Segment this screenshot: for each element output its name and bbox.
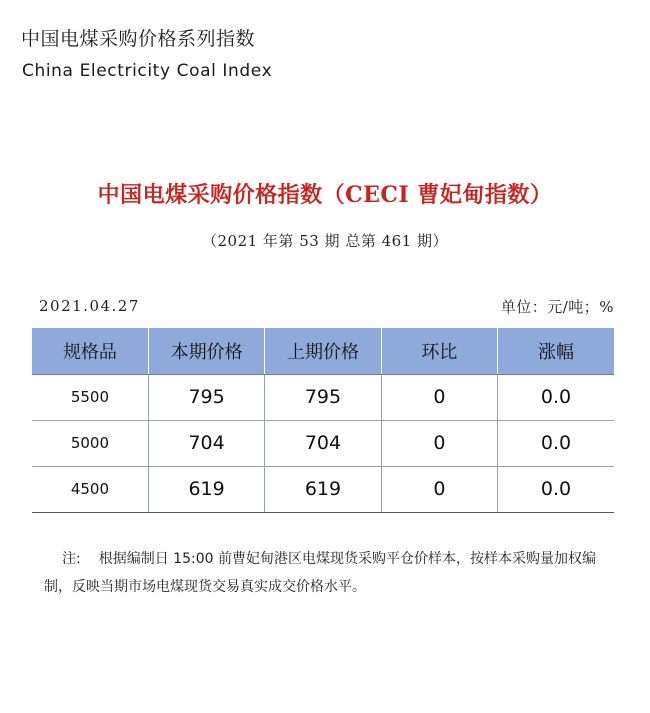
footnote [44,545,619,601]
table-header-row [32,328,614,374]
table-row [32,420,614,466]
unit-label: 单位：元/吨；% [500,298,614,316]
footnote-label: 注: [62,551,81,567]
cell-mom: 0 [381,466,497,512]
column-header-spec: 规格品 [32,328,148,374]
column-header-previous-price: 上期价格 [265,328,381,374]
cell-mom: 0 [381,374,497,420]
report-date: 2021.04.27 [39,297,140,315]
cell-current-price: 619 [148,466,264,512]
cell-mom: 0 [381,420,497,466]
report-subtitle: （2021 年第 53 期 总第 461 期） [201,232,448,250]
cell-previous-price: 619 [265,466,381,512]
cell-spec: 4500 [32,466,148,512]
cell-spec: 5000 [32,420,148,466]
column-header-mom: 环比 [381,328,497,374]
cell-previous-price: 704 [265,420,381,466]
cell-previous-price: 795 [265,374,381,420]
cell-spec: 5500 [32,374,148,420]
report-title: 中国电煤采购价格指数（CECI 曹妃甸指数） [97,182,553,208]
cell-change: 0.0 [498,420,614,466]
cell-change: 0.0 [498,466,614,512]
column-header-current-price: 本期价格 [148,328,264,374]
footnote-text: 根据编制日 15:00 前曹妃甸港区电煤现货采购平仓价样本，按样本采购量加权编制，反映当期市场电煤现货交易真实成交价格水平。 [44,551,596,595]
table-row [32,374,614,420]
cell-current-price: 795 [148,374,264,420]
header-cn-title: 中国电煤采购价格系列指数 [21,28,256,50]
column-header-change: 涨幅 [498,328,614,374]
cell-current-price: 704 [148,420,264,466]
cell-change: 0.0 [498,374,614,420]
header-en-title: China Electricity Coal Index [22,61,273,81]
price-table [32,328,614,513]
table-row [32,466,614,512]
